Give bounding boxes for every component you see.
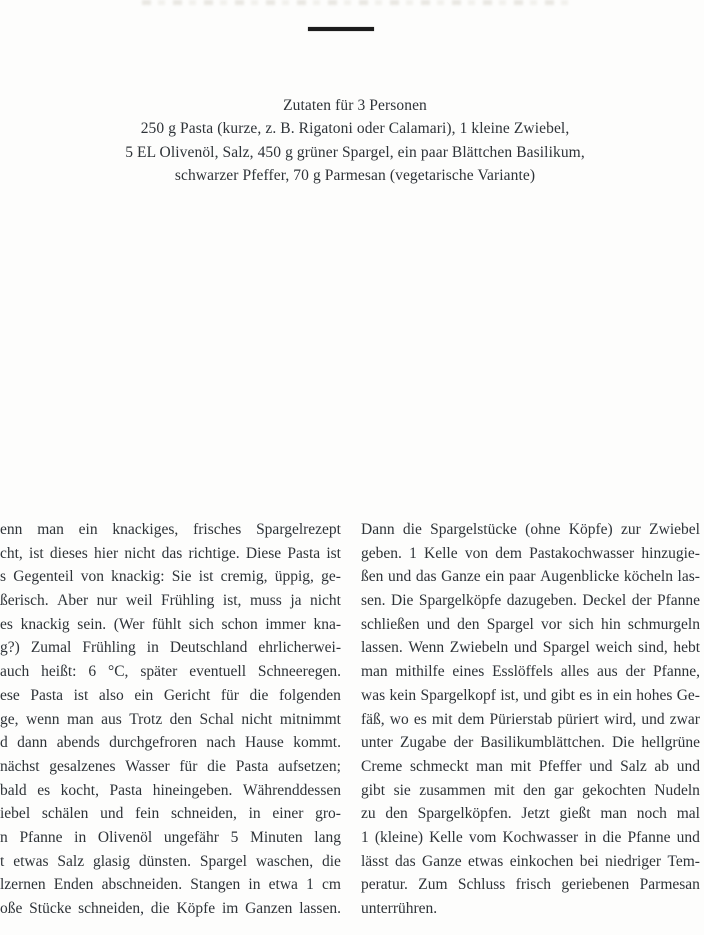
ingredients-block — [6, 94, 704, 188]
text-line: schließen und den Spargel vor sich hin schmurgeln — [361, 615, 700, 633]
text-line: nächst gesalzenes Wasser für die Pasta aufsetzen; — [0, 757, 341, 775]
text-line: es knackig sein. (Wer fühlt sich schon immer kna- — [0, 615, 341, 633]
text-line: was kein Spargelkopf ist, und gibt es in ein hohes Ge- — [361, 686, 700, 704]
text-line: ese Pasta ist also ein Gericht für die folgenden — [0, 686, 341, 704]
text-line: t etwas Salz glasig dünsten. Spargel waschen, die — [0, 852, 341, 870]
text-line: ßen und das Ganze ein paar Augenblicke köcheln las- — [361, 568, 700, 586]
text-line: n Pfanne in Olivenöl ungefähr 5 Minuten lang — [0, 828, 341, 846]
text-line: cht, ist dieses hier nicht das richtige. Diese Pasta ist — [0, 544, 341, 562]
cropped-page-title — [142, 0, 570, 5]
text-line: g?) Zumal Frühling in Deutschland ehrlicherwei- — [0, 639, 341, 657]
text-line: lässt das Ganze etwas einkochen bei niedriger Tem- — [361, 852, 700, 870]
text-line: bald es kocht, Pasta hineingeben. Währenddessen — [0, 781, 341, 799]
text-line: lzernen Enden abschneiden. Stangen in etwa 1 cm — [0, 876, 341, 894]
text-line: schwarzer Pfeffer, 70 g Parmesan (vegetarische Variante) — [174, 167, 536, 185]
body-column-left — [0, 518, 341, 921]
text-line: unterrühren. — [361, 900, 438, 917]
text-line: Creme schmeckt man mit Pfeffer und Salz ab und — [361, 757, 700, 775]
text-line: sen. Die Spargelköpfe dazugeben. Deckel der Pfanne — [361, 592, 700, 610]
body-column-right — [361, 518, 700, 921]
text-line: 250 g Pasta (kurze, z. B. Rigatoni oder Calamari), 1 kleine Zwiebel, — [140, 120, 570, 137]
text-line: iebel schälen und fein schneiden, in einer gro- — [0, 805, 341, 823]
text-line: peratur. Zum Schluss frisch geriebenen Parmesan — [361, 876, 700, 894]
text-line: oße Stücke schneiden, die Köpfe im Ganzen lassen. — [0, 900, 341, 917]
text-line: 5 EL Olivenöl, Salz, 450 g grüner Spargel, ein paar Blättchen Basilikum, — [125, 143, 585, 161]
text-line: d dann abends durchgefroren nach Hause kommt. — [0, 734, 341, 752]
ingredients-lines — [6, 117, 704, 188]
text-line: Dann die Spargelstücke (ohne Köpfe) zur Zwiebel — [361, 521, 700, 538]
text-line: 1 (kleine) Kelle vom Kochwasser in die Pfanne und — [361, 828, 700, 846]
text-line: s Gegenteil von knackig: Sie ist cremig, üppig, ge- — [0, 568, 341, 586]
text-line: man mithilfe eines Esslöffels alles aus der Pfanne, — [361, 663, 700, 681]
text-line: ßerisch. Aber nur weil Frühling ist, muss ja nicht — [0, 592, 341, 610]
text-line: zu den Spargelköpfen. Jetzt gießt man noch mal — [361, 805, 700, 823]
text-line: gibt sie zusammen mit den gar gekochten Nudeln — [361, 781, 700, 799]
section-divider-rule — [308, 27, 374, 31]
text-line: auch heißt: 6 °C, später eventuell Schneeregen. — [0, 663, 341, 681]
ingredients-heading: Zutaten für 3 Personen — [283, 97, 427, 114]
text-line: lassen. Wenn Zwiebeln und Spargel weich sind, hebt — [361, 639, 700, 657]
text-line: unter Zugabe der Basilikumblättchen. Die hellgrüne — [361, 734, 700, 752]
text-line: geben. 1 Kelle von dem Pastakochwasser hinzugie- — [361, 544, 700, 562]
text-line: ge, wenn man aus Trotz den Schal nicht mitnimmt — [0, 710, 341, 728]
text-line: enn man ein knackiges, frisches Spargelrezept — [0, 521, 341, 538]
text-line: fäß, wo es mit dem Pürierstab püriert wird, und zwar — [361, 710, 700, 728]
